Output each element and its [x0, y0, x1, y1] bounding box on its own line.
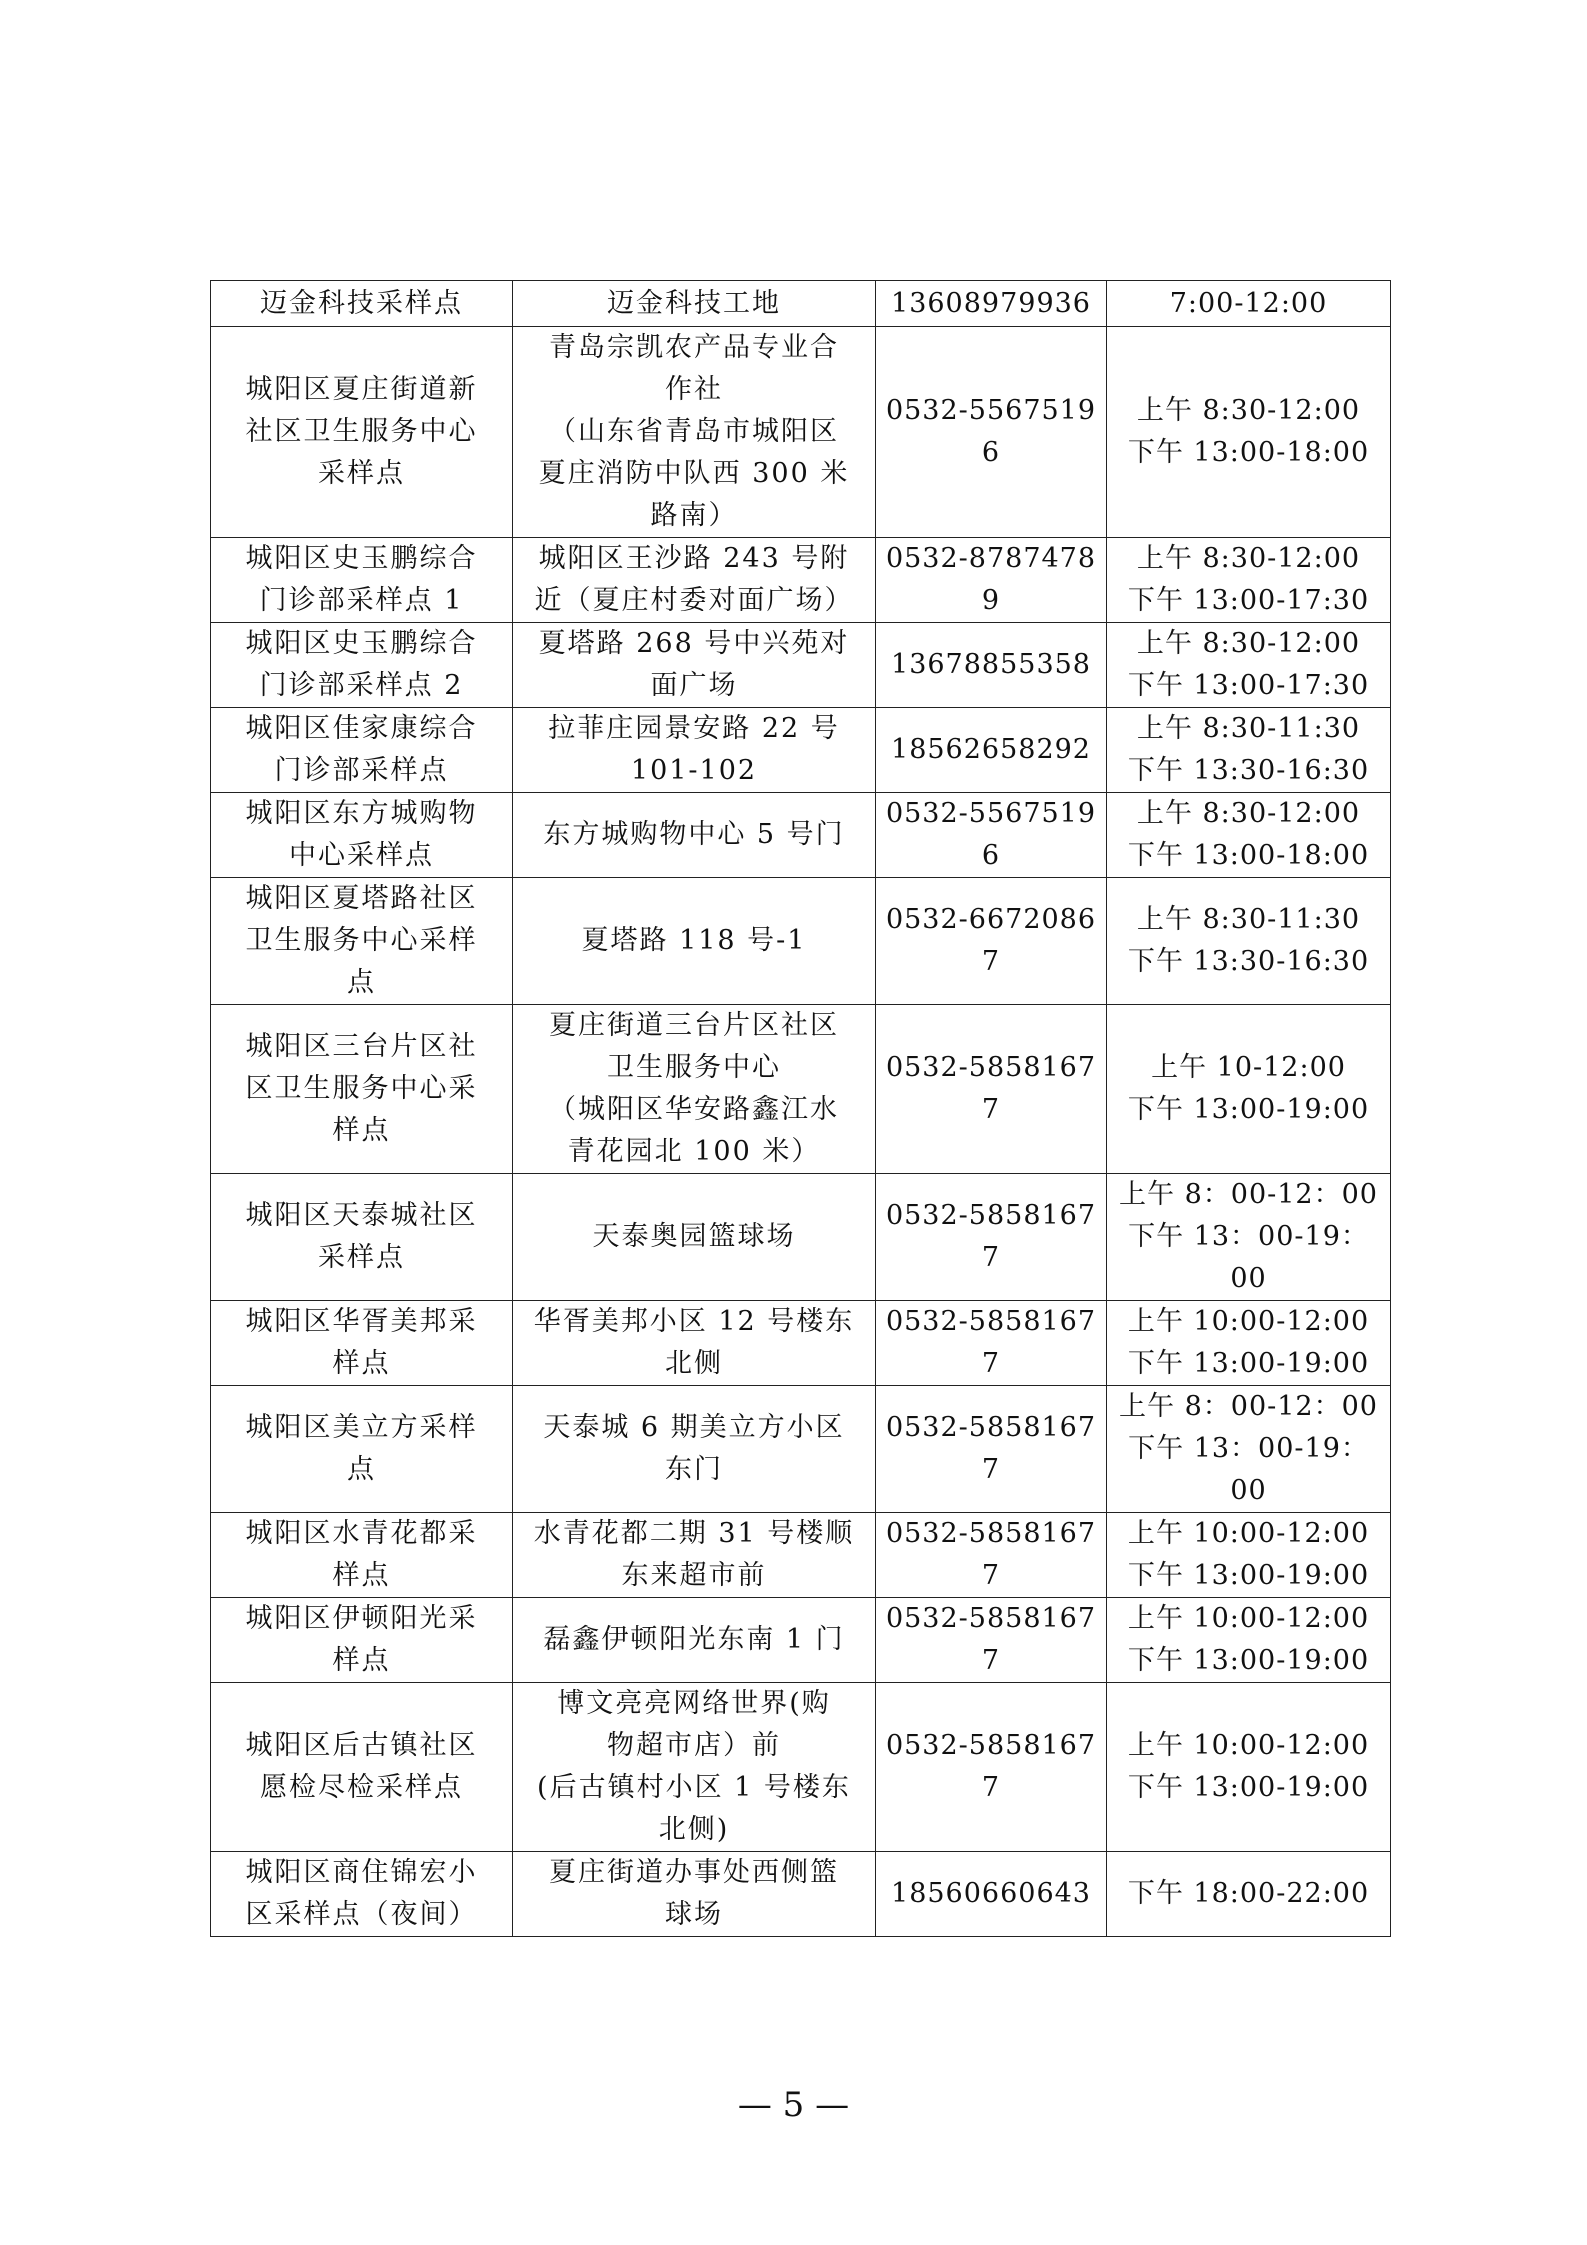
address-cell — [513, 878, 876, 1005]
site-phone: 0532-5858167 7 — [885, 1200, 1097, 1273]
site-hours: 上午 8：00-12：00 下午 13：00-19： 00 — [1119, 1179, 1378, 1294]
site-address: 青岛宗凯农产品专业合 作社 （山东省青岛市城阳区 夏庄消防中队西 300 米 路南） — [538, 332, 850, 531]
site-address: 夏塔路 268 号中兴苑对 面广场 — [538, 628, 850, 701]
phone-cell — [876, 1301, 1107, 1386]
site-name: 城阳区后古镇社区 愿检尽检采样点 — [245, 1730, 478, 1803]
hours-cell — [1107, 1513, 1391, 1598]
site-phone: 18560660643 — [891, 1878, 1091, 1909]
phone-cell — [876, 1513, 1107, 1598]
site-name: 城阳区商住锦宏小 区采样点（夜间） — [245, 1857, 478, 1930]
site-phone: 13678855358 — [891, 649, 1091, 680]
address-cell — [513, 1386, 876, 1513]
phone-cell — [876, 1852, 1107, 1937]
site-name-cell — [211, 1852, 513, 1937]
table-row — [211, 1683, 1391, 1852]
hours-cell — [1107, 878, 1391, 1005]
site-name-cell — [211, 1683, 513, 1852]
site-name: 城阳区三台片区社 区卫生服务中心采 样点 — [245, 1031, 478, 1146]
hours-cell — [1107, 281, 1391, 327]
table-row — [211, 1513, 1391, 1598]
site-name: 城阳区史玉鹏综合 门诊部采样点 2 — [245, 628, 478, 701]
site-name: 城阳区佳家康综合 门诊部采样点 — [245, 713, 478, 786]
hours-cell — [1107, 623, 1391, 708]
table-row — [211, 281, 1391, 327]
site-name-cell — [211, 1513, 513, 1598]
site-phone: 0532-6672086 7 — [885, 904, 1097, 977]
hours-cell — [1107, 1598, 1391, 1683]
hours-cell — [1107, 1005, 1391, 1174]
site-name-cell — [211, 538, 513, 623]
site-address: 天泰奥园篮球场 — [592, 1221, 796, 1252]
site-hours: 上午 10:00-12:00 下午 13:00-19:00 — [1127, 1306, 1370, 1379]
address-cell — [513, 793, 876, 878]
table-body — [211, 281, 1391, 1937]
hours-cell — [1107, 793, 1391, 878]
site-name: 城阳区史玉鹏综合 门诊部采样点 1 — [245, 543, 478, 616]
address-cell — [513, 1513, 876, 1598]
table-row — [211, 623, 1391, 708]
address-cell — [513, 538, 876, 623]
site-address: 东方城购物中心 5 号门 — [543, 819, 845, 850]
site-phone: 13608979936 — [891, 287, 1091, 319]
site-address: 迈金科技工地 — [607, 287, 781, 319]
site-hours: 上午 10:00-12:00 下午 13:00-19:00 — [1127, 1603, 1370, 1676]
phone-cell — [876, 281, 1107, 327]
address-cell — [513, 1301, 876, 1386]
site-name-cell — [211, 281, 513, 327]
site-phone: 18562658292 — [891, 734, 1091, 765]
site-name: 迈金科技采样点 — [260, 287, 463, 319]
site-name-cell — [211, 793, 513, 878]
table-row — [211, 1005, 1391, 1174]
site-hours: 上午 8:30-11:30 下午 13:30-16:30 — [1127, 713, 1370, 786]
table-row — [211, 878, 1391, 1005]
site-name: 城阳区夏塔路社区 卫生服务中心采样 点 — [245, 883, 478, 998]
site-address: 天泰城 6 期美立方小区 东门 — [543, 1412, 845, 1485]
site-hours: 上午 8:30-12:00 下午 13:00-18:00 — [1127, 395, 1370, 468]
address-cell — [513, 623, 876, 708]
site-name: 城阳区华胥美邦采 样点 — [245, 1306, 478, 1379]
site-address: 夏庄街道三台片区社区 卫生服务中心 （城阳区华安路鑫江水 青花园北 100 米） — [549, 1010, 839, 1167]
table-row — [211, 708, 1391, 793]
site-address: 博文亮亮网络世界(购 物超市店）前 (后古镇村小区 1 号楼东 北侧) — [537, 1688, 851, 1845]
site-name-cell — [211, 623, 513, 708]
table-row — [211, 1852, 1391, 1937]
site-address: 华胥美邦小区 12 号楼东 北侧 — [533, 1306, 855, 1379]
site-name: 城阳区美立方采样 点 — [245, 1412, 478, 1485]
site-address: 拉菲庄园景安路 22 号 101-102 — [548, 713, 840, 786]
phone-cell — [876, 708, 1107, 793]
site-phone: 0532-5858167 7 — [885, 1306, 1097, 1379]
site-phone: 0532-5567519 6 — [885, 798, 1097, 871]
phone-cell — [876, 623, 1107, 708]
site-name-cell — [211, 878, 513, 1005]
site-phone: 0532-5858167 7 — [885, 1518, 1097, 1591]
site-name-cell — [211, 1386, 513, 1513]
site-address: 水青花都二期 31 号楼顺 东来超市前 — [533, 1518, 855, 1591]
address-cell — [513, 1683, 876, 1852]
table-row — [211, 1386, 1391, 1513]
address-cell — [513, 1852, 876, 1937]
site-hours: 上午 8：00-12：00 下午 13：00-19： 00 — [1119, 1391, 1378, 1506]
table-row — [211, 1598, 1391, 1683]
table-row — [211, 327, 1391, 538]
site-hours: 上午 10-12:00 下午 13:00-19:00 — [1127, 1052, 1370, 1125]
site-phone: 0532-8787478 9 — [885, 543, 1097, 616]
address-cell — [513, 1005, 876, 1174]
site-hours: 上午 8:30-11:30 下午 13:30-16:30 — [1127, 904, 1370, 977]
address-cell — [513, 1174, 876, 1301]
address-cell — [513, 281, 876, 327]
table-row — [211, 1174, 1391, 1301]
site-hours: 上午 10:00-12:00 下午 13:00-19:00 — [1127, 1518, 1370, 1591]
address-cell — [513, 327, 876, 538]
phone-cell — [876, 1683, 1107, 1852]
site-name: 城阳区东方城购物 中心采样点 — [245, 798, 478, 871]
site-name: 城阳区伊顿阳光采 样点 — [245, 1603, 478, 1676]
site-name: 城阳区天泰城社区 采样点 — [245, 1200, 478, 1273]
site-phone: 0532-5858167 7 — [885, 1412, 1097, 1485]
sampling-sites-table — [210, 280, 1391, 1937]
site-hours: 上午 8:30-12:00 下午 13:00-18:00 — [1127, 798, 1370, 871]
site-hours: 上午 10:00-12:00 下午 13:00-19:00 — [1127, 1730, 1370, 1803]
site-phone: 0532-5858167 7 — [885, 1052, 1097, 1125]
phone-cell — [876, 538, 1107, 623]
hours-cell — [1107, 1683, 1391, 1852]
hours-cell — [1107, 1301, 1391, 1386]
hours-cell — [1107, 1852, 1391, 1937]
hours-cell — [1107, 708, 1391, 793]
address-cell — [513, 1598, 876, 1683]
site-name-cell — [211, 1174, 513, 1301]
site-phone: 0532-5567519 6 — [885, 395, 1097, 468]
site-name-cell — [211, 1301, 513, 1386]
site-address: 城阳区王沙路 243 号附 近（夏庄村委对面广场） — [534, 543, 854, 616]
site-hours: 7:00-12:00 — [1169, 287, 1328, 319]
site-address: 磊鑫伊顿阳光东南 1 门 — [543, 1624, 845, 1655]
site-name-cell — [211, 1005, 513, 1174]
phone-cell — [876, 1598, 1107, 1683]
site-hours: 上午 8:30-12:00 下午 13:00-17:30 — [1127, 628, 1370, 701]
site-name-cell — [211, 327, 513, 538]
site-address: 夏庄街道办事处西侧篮 球场 — [549, 1857, 839, 1930]
site-hours: 下午 18:00-22:00 — [1127, 1878, 1370, 1909]
hours-cell — [1107, 1174, 1391, 1301]
site-hours: 上午 8:30-12:00 下午 13:00-17:30 — [1127, 543, 1370, 616]
hours-cell — [1107, 1386, 1391, 1513]
address-cell — [513, 708, 876, 793]
site-address: 夏塔路 118 号-1 — [581, 925, 807, 956]
site-name-cell — [211, 1598, 513, 1683]
phone-cell — [876, 793, 1107, 878]
site-name-cell — [211, 708, 513, 793]
table-row — [211, 1301, 1391, 1386]
phone-cell — [876, 1386, 1107, 1513]
site-phone: 0532-5858167 7 — [885, 1603, 1097, 1676]
phone-cell — [876, 878, 1107, 1005]
site-phone: 0532-5858167 7 — [885, 1730, 1097, 1803]
phone-cell — [876, 327, 1107, 538]
phone-cell — [876, 1005, 1107, 1174]
hours-cell — [1107, 538, 1391, 623]
page-number: — 5 — — [737, 2085, 850, 2125]
site-name: 城阳区水青花都采 样点 — [245, 1518, 478, 1591]
table-row — [211, 793, 1391, 878]
hours-cell — [1107, 327, 1391, 538]
site-name: 城阳区夏庄街道新 社区卫生服务中心 采样点 — [245, 374, 478, 489]
table-row — [211, 538, 1391, 623]
phone-cell — [876, 1174, 1107, 1301]
